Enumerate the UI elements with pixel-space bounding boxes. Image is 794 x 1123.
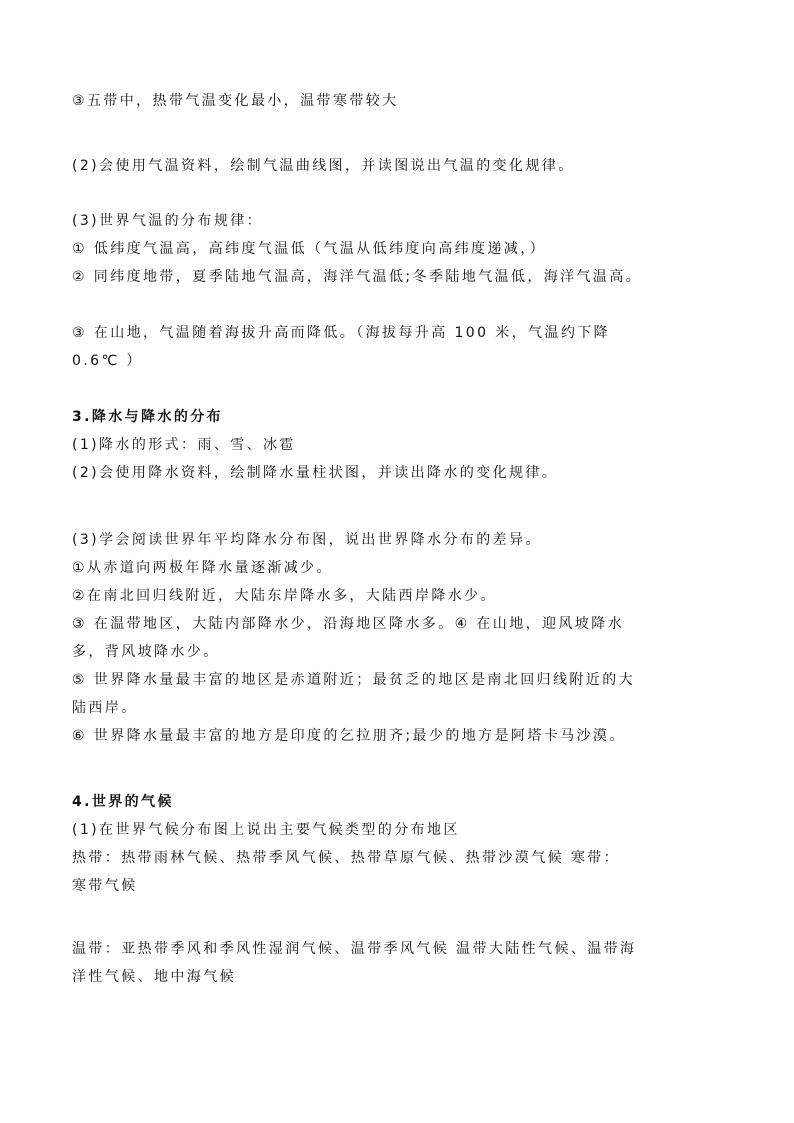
text-line: ⑤ 世界降水量最丰富的地区是赤道附近；最贫乏的地区是南北回归线附近的大 [72, 672, 635, 688]
text-line: ③ 在温带地区，大陆内部降水少，沿海地区降水多。④ 在山地，迎风坡降水 [72, 616, 624, 632]
text-line: (1)降水的形式：雨、雪、冰雹 [72, 437, 296, 453]
text-line: ① 低纬度气温高，高纬度气温低（气温从低纬度向高纬度递减，） [72, 241, 546, 257]
text-line: 陆西岸。 [72, 700, 138, 716]
text-line: 多，背风坡降水少。 [72, 644, 220, 660]
text-line: 寒带气候 [72, 878, 138, 894]
text-line: ⑥ 世界降水量最丰富的地方是印度的乞拉朋齐;最少的地方是阿塔卡马沙漠。 [72, 728, 626, 744]
text-line: (3)学会阅读世界年平均降水分布图，说出世界降水分布的差异。 [72, 532, 542, 548]
text-line: ①从赤道向两极年降水量逐渐减少。 [72, 560, 333, 576]
text-line: (1)在世界气候分布图上说出主要气候类型的分布地区 [72, 822, 460, 838]
section-heading: 3.降水与降水的分布 [72, 409, 224, 425]
section-heading: 4.世界的气候 [72, 794, 174, 810]
text-line: 热带：热带雨林气候、热带季风气候、热带草原气候、热带沙漠气候 寒带： [72, 850, 621, 866]
text-line: ②在南北回归线附近，大陆东岸降水多，大陆西岸降水少。 [72, 588, 497, 604]
text-line: (2)会使用气温资料，绘制气温曲线图，并读图说出气温的变化规律。 [72, 158, 575, 174]
text-line: ② 同纬度地带，夏季陆地气温高，海洋气温低;冬季陆地气温低，海洋气温高。 [72, 269, 643, 285]
text-line: 0.6℃ ） [72, 353, 143, 369]
text-line: ③五带中，热带气温变化最小，温带寒带较大 [72, 93, 399, 109]
text-line: 洋性气候、地中海气候 [72, 969, 236, 985]
text-line: (2)会使用降水资料，绘制降水量柱状图，并读出降水的变化规律。 [72, 465, 559, 481]
text-line: 温带：亚热带季风和季风性湿润气候、温带季风气候 温带大陆性气候、温带海 [72, 941, 637, 957]
text-line: ③ 在山地，气温随着海拔升高而降低。（海拔每升高 100 米，气温约下降 [72, 325, 611, 341]
text-line: (3)世界气温的分布规律： [72, 213, 264, 229]
